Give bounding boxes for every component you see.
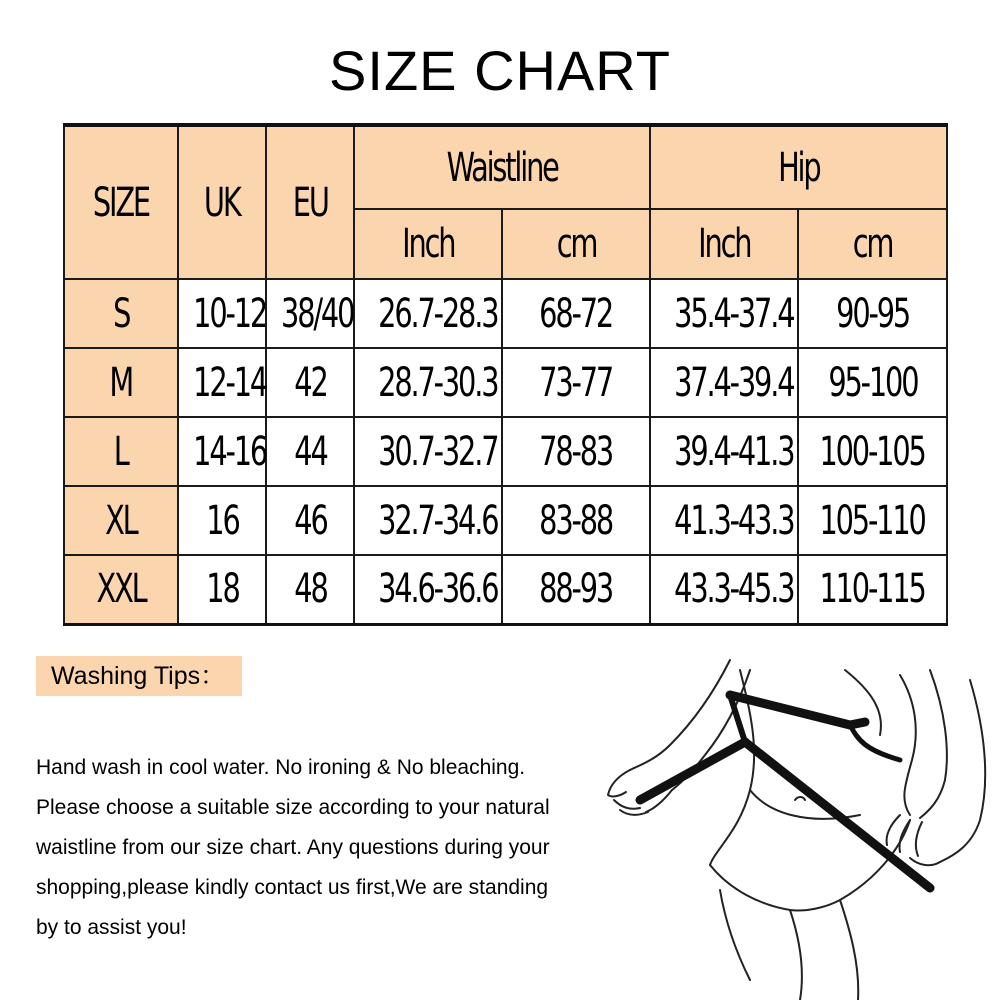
washing-tips-label: Washing Tips： bbox=[36, 656, 242, 696]
size-label: XXL bbox=[64, 555, 178, 624]
uk-cell: 12-14 bbox=[178, 348, 266, 417]
table-row bbox=[64, 417, 947, 486]
waist-inch-cell: 26.7-28.3 bbox=[354, 279, 502, 348]
eu-cell: 44 bbox=[266, 417, 354, 486]
hip-cm-cell: 100-105 bbox=[798, 417, 947, 486]
eu-cell: 46 bbox=[266, 486, 354, 555]
waist-cm-cell: 83-88 bbox=[502, 486, 650, 555]
uk-cell: 16 bbox=[178, 486, 266, 555]
size-label: S bbox=[64, 279, 178, 348]
table-row bbox=[64, 348, 947, 417]
header-waist-inch: Inch bbox=[354, 209, 502, 279]
eu-cell: 38/40 bbox=[266, 279, 354, 348]
eu-cell: 48 bbox=[266, 555, 354, 624]
hip-cm-cell: 90-95 bbox=[798, 279, 947, 348]
waist-cm-cell: 68-72 bbox=[502, 279, 650, 348]
hip-inch-cell: 43.3-45.3 bbox=[650, 555, 798, 624]
waist-cm-cell: 73-77 bbox=[502, 348, 650, 417]
header-hip-cm: cm bbox=[798, 209, 947, 279]
table-row bbox=[64, 279, 947, 348]
washing-tips-text bbox=[36, 748, 616, 948]
uk-cell: 14-16 bbox=[178, 417, 266, 486]
hip-cm-cell: 105-110 bbox=[798, 486, 947, 555]
hip-inch-cell: 41.3-43.3 bbox=[650, 486, 798, 555]
waist-cm-cell: 78-83 bbox=[502, 417, 650, 486]
size-label: L bbox=[64, 417, 178, 486]
uk-cell: 18 bbox=[178, 555, 266, 624]
tips-line: waistline from our size chart. Any questions during your bbox=[36, 836, 550, 859]
header-eu: EU bbox=[266, 125, 354, 279]
waist-inch-cell: 32.7-34.6 bbox=[354, 486, 502, 555]
waist-inch-cell: 30.7-32.7 bbox=[354, 417, 502, 486]
tips-line: shopping,please kindly contact us first,We are standing bbox=[36, 876, 549, 899]
size-label: XL bbox=[64, 486, 178, 555]
tips-line: Please choose a suitable size according to your natural bbox=[36, 796, 550, 819]
header-waistline: Waistline bbox=[354, 125, 650, 209]
table-row bbox=[64, 486, 947, 555]
waist-measurement-illustration bbox=[600, 650, 1000, 1000]
eu-cell: 42 bbox=[266, 348, 354, 417]
header-hip: Hip bbox=[650, 125, 947, 209]
header-hip-inch: Inch bbox=[650, 209, 798, 279]
hip-cm-cell: 95-100 bbox=[798, 348, 947, 417]
uk-cell: 10-12 bbox=[178, 279, 266, 348]
hip-inch-cell: 39.4-41.3 bbox=[650, 417, 798, 486]
header-waist-cm: cm bbox=[502, 209, 650, 279]
header-size: SIZE bbox=[64, 125, 178, 279]
size-label: M bbox=[64, 348, 178, 417]
waist-inch-cell: 28.7-30.3 bbox=[354, 348, 502, 417]
hip-cm-cell: 110-115 bbox=[798, 555, 947, 624]
waist-cm-cell: 88-93 bbox=[502, 555, 650, 624]
tips-line: by to assist you! bbox=[36, 916, 187, 939]
page-title: SIZE CHART bbox=[329, 39, 671, 102]
table-row bbox=[64, 555, 947, 624]
header-uk: UK bbox=[178, 125, 266, 279]
waist-inch-cell: 34.6-36.6 bbox=[354, 555, 502, 624]
hip-inch-cell: 37.4-39.4 bbox=[650, 348, 798, 417]
size-chart-table bbox=[63, 123, 948, 626]
hip-inch-cell: 35.4-37.4 bbox=[650, 279, 798, 348]
tips-line: Hand wash in cool water. No ironing & No bleaching. bbox=[36, 756, 526, 779]
